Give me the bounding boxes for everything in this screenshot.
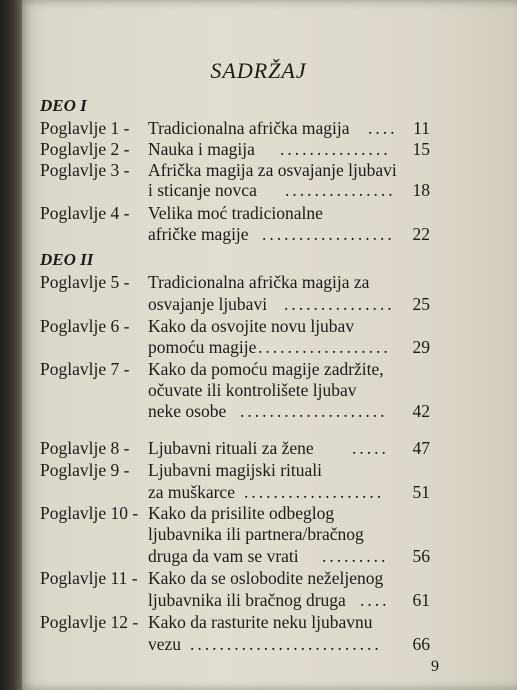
toc-page-10: 56: [412, 546, 430, 566]
toc-leader-dots: ...............: [284, 294, 395, 314]
toc-leader-dots: ...................: [244, 482, 385, 502]
toc-chapter-6: Poglavlje 6 -: [40, 316, 130, 336]
toc-page-11: 61: [412, 590, 430, 610]
toc-title-11-line-2: ljubavnika ili bračnog druga: [148, 590, 346, 610]
toc-title-9-line-2: za muškarce: [148, 482, 235, 502]
toc-title-8: Ljubavni rituali za žene: [148, 438, 314, 458]
toc-page-7: 42: [412, 401, 430, 421]
toc-title-12-line-2: vezu: [148, 634, 182, 654]
toc-leader-dots: ....: [360, 590, 390, 610]
toc-page-4: 22: [412, 224, 430, 244]
toc-title-7-line-1: Kako da pomoću magije zadržite,: [148, 359, 384, 379]
toc-title-2: Nauka i magija: [148, 139, 255, 159]
page-number-folio: 9: [431, 658, 439, 675]
toc-page-1: 11: [413, 118, 430, 138]
toc-title-6-line-2: pomoću magije: [148, 337, 257, 357]
toc-leader-dots: ...............: [280, 139, 391, 159]
toc-chapter-8: Poglavlje 8 -: [40, 438, 130, 458]
toc-title-6-line-1: Kako da osvojite novu ljubav: [148, 316, 355, 336]
toc-title-5-line-2: osvajanje ljubavi: [148, 294, 268, 314]
toc-page-5: 25: [412, 294, 430, 314]
toc-chapter-9: Poglavlje 9 -: [40, 460, 130, 480]
book-spine: [0, 0, 22, 690]
toc-chapter-3: Poglavlje 3 -: [40, 160, 130, 180]
toc-leader-dots: ....: [368, 118, 398, 138]
toc-page-2: 15: [412, 139, 430, 159]
toc-title-10-line-3: druga da vam se vrati: [148, 546, 299, 566]
toc-page-3: 18: [412, 180, 430, 200]
toc-leader-dots: ..................: [258, 337, 391, 357]
toc-page-8: 47: [412, 438, 430, 458]
toc-title-7-line-2: očuvate ili kontrolišete ljubav: [148, 380, 357, 400]
toc-title-12-line-1: Kako da rasturite neku ljubavnu: [148, 612, 373, 632]
toc-chapter-11: Poglavlje 11 -: [40, 568, 138, 588]
toc-chapter-10: Poglavlje 10 -: [40, 503, 139, 523]
toc-title-11-line-1: Kako da se oslobodite neželjenog: [148, 568, 384, 588]
toc-title-5-line-1: Tradicionalna afrička magija za: [148, 272, 370, 292]
toc-title-10-line-2: ljubavnika ili partnera/bračnog: [148, 524, 364, 544]
toc-chapter-4: Poglavlje 4 -: [40, 203, 130, 223]
toc-leader-dots: ...............: [285, 180, 396, 200]
toc-leader-dots: .........: [322, 546, 389, 566]
toc-title-4-line-1: Velika moć tradicionalne: [148, 203, 323, 223]
toc-chapter-12: Poglavlje 12 -: [40, 612, 139, 632]
toc-leader-dots: ..................: [262, 224, 395, 244]
toc-title-3-line-2: i sticanje novca: [148, 180, 257, 200]
toc-title-3-line-1: Afrička magija za osvajanje ljubavi: [148, 160, 397, 180]
toc-leader-dots: .....: [352, 438, 389, 458]
toc-chapter-1: Poglavlje 1 -: [40, 118, 130, 138]
toc-leader-dots: ....................: [240, 401, 388, 421]
toc-title-1: Tradicionalna afrička magija: [148, 118, 350, 138]
toc-title-9-line-1: Ljubavni magijski rituali: [148, 460, 323, 480]
toc-chapter-2: Poglavlje 2 -: [40, 139, 130, 159]
page-title: SADRŽAJ: [210, 58, 307, 83]
toc-chapter-7: Poglavlje 7 -: [40, 359, 130, 379]
toc-chapter-5: Poglavlje 5 -: [40, 272, 130, 292]
toc-leader-dots: ..........................: [190, 634, 382, 654]
section-heading-deo-2: DEO II: [40, 250, 94, 269]
toc-title-7-line-3: neke osobe: [148, 401, 227, 421]
toc-page-6: 29: [412, 337, 430, 357]
toc-page-9: 51: [412, 482, 430, 502]
section-heading-deo-1: DEO I: [40, 96, 87, 115]
toc-title-10-line-1: Kako da prisilite odbeglog: [148, 503, 335, 523]
toc-page-12: 66: [412, 634, 430, 654]
toc-title-4-line-2: afričke magije: [148, 224, 249, 244]
